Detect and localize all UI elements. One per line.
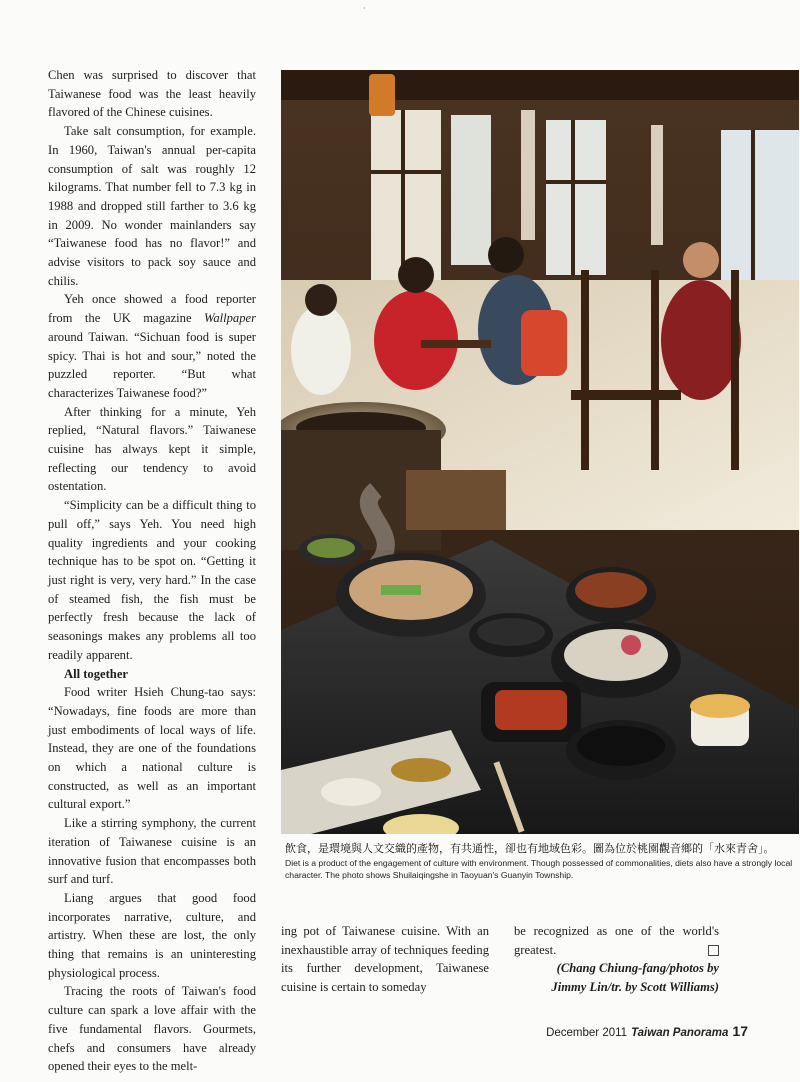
caption-english: Diet is a product of the engagement of culture with environment. Though possessed of commonalities, diets also have a strongly local character. The photo shows Shuilaiqingshe in Taoyuan's Guanyin Township. xyxy=(285,858,793,880)
author-credit: (Chang Chiung-fang/photos by xyxy=(556,961,719,976)
photo-caption xyxy=(285,842,797,881)
paragraph-text: be recognized as one of the world's greatest. xyxy=(514,924,719,957)
paragraph: Like a stirring symphony, the current iteration of Taiwanese cuisine is an innovative fusion that encompasses both surf and turf. xyxy=(48,816,256,887)
page-footer xyxy=(546,1023,748,1039)
paragraph xyxy=(514,922,719,959)
paragraph: Chen was surprised to discover that Taiwanese food was the least heavily flavored of the Chinese cuisines. xyxy=(48,68,256,120)
caption-chinese: 飲食，是環境與人文交織的產物，有共通性，卻也有地域色彩。圖為位於桃園觀音鄉的「水來青舍」。 xyxy=(285,843,775,855)
paragraph xyxy=(48,290,256,402)
print-mark: · xyxy=(363,4,366,13)
middle-text-column xyxy=(281,922,489,997)
right-text-column xyxy=(514,922,719,997)
paragraph: Take salt consumption, for example. In 1960, Taiwan's annual per-capita consumption of salt was roughly 12 kilograms. That number fell to 7.3 kg in 1988 and dropped still farther to 3.6 kg in 2009. No wonder mainlanders say “Taiwanese food has no flavor!” and advise visitors to pack soy sauce and chilis. xyxy=(48,124,256,288)
restaurant-photo xyxy=(281,70,799,834)
paragraph-text: around Taiwan. “Sichuan food is super spicy. Thai is hot and sour,” noted the puzzled reporter. “But what characterizes Taiwanese food?” xyxy=(48,329,256,400)
magazine-name: Taiwan Panorama xyxy=(631,1027,729,1039)
paragraph: Tracing the roots of Taiwan's food culture can spark a love affair with the five fundamental flavors. Gourmets, chefs and consumers have already opened their eyes to the melt- xyxy=(48,984,256,1074)
paragraph: After thinking for a minute, Yeh replied, “Natural flavors.” Taiwanese cuisine has always kept it simple, reflecting our tendency to avoid ostentation. xyxy=(48,404,256,494)
issue-date: December 2011 xyxy=(546,1027,628,1039)
magazine-title: Wallpaper xyxy=(203,311,256,326)
photo-illustration xyxy=(281,70,799,834)
section-subhead: All together xyxy=(64,666,128,681)
paragraph-text: Yeh once showed a food reporter from the UK magazine xyxy=(48,292,256,326)
end-mark-icon xyxy=(708,945,719,956)
paragraph: Liang argues that good food incorporates narrative, culture, and artistry. When these are lost, the only thing that remains is an uninteresting physiological process. xyxy=(48,890,256,980)
paragraph: ing pot of Taiwanese cuisine. With an inexhaustible array of techniques feeding its further development, Taiwanese cuisine is certain to someday xyxy=(281,924,489,995)
paragraph: “Simplicity can be a difficult thing to pull off,” says Yeh. You need high quality ingredients and your cooking technique has to be spot on. “Getting it just right is very, very hard.” In the case of steamed fish, the fish must be perfectly fresh because the lack of seasonings makes any problems all too readily apparent. xyxy=(48,498,256,662)
paragraph: Food writer Hsieh Chung-tao says: “Nowadays, fine foods are more than just embodiments of local ways of life. Instead, they are one of the foundations on which a national culture is constructed, as well as an important cultural export.” xyxy=(48,685,256,812)
left-text-column xyxy=(48,66,256,1076)
page-number: 17 xyxy=(732,1023,748,1039)
author-credit: Jimmy Lin/tr. by Scott Williams) xyxy=(551,980,719,995)
